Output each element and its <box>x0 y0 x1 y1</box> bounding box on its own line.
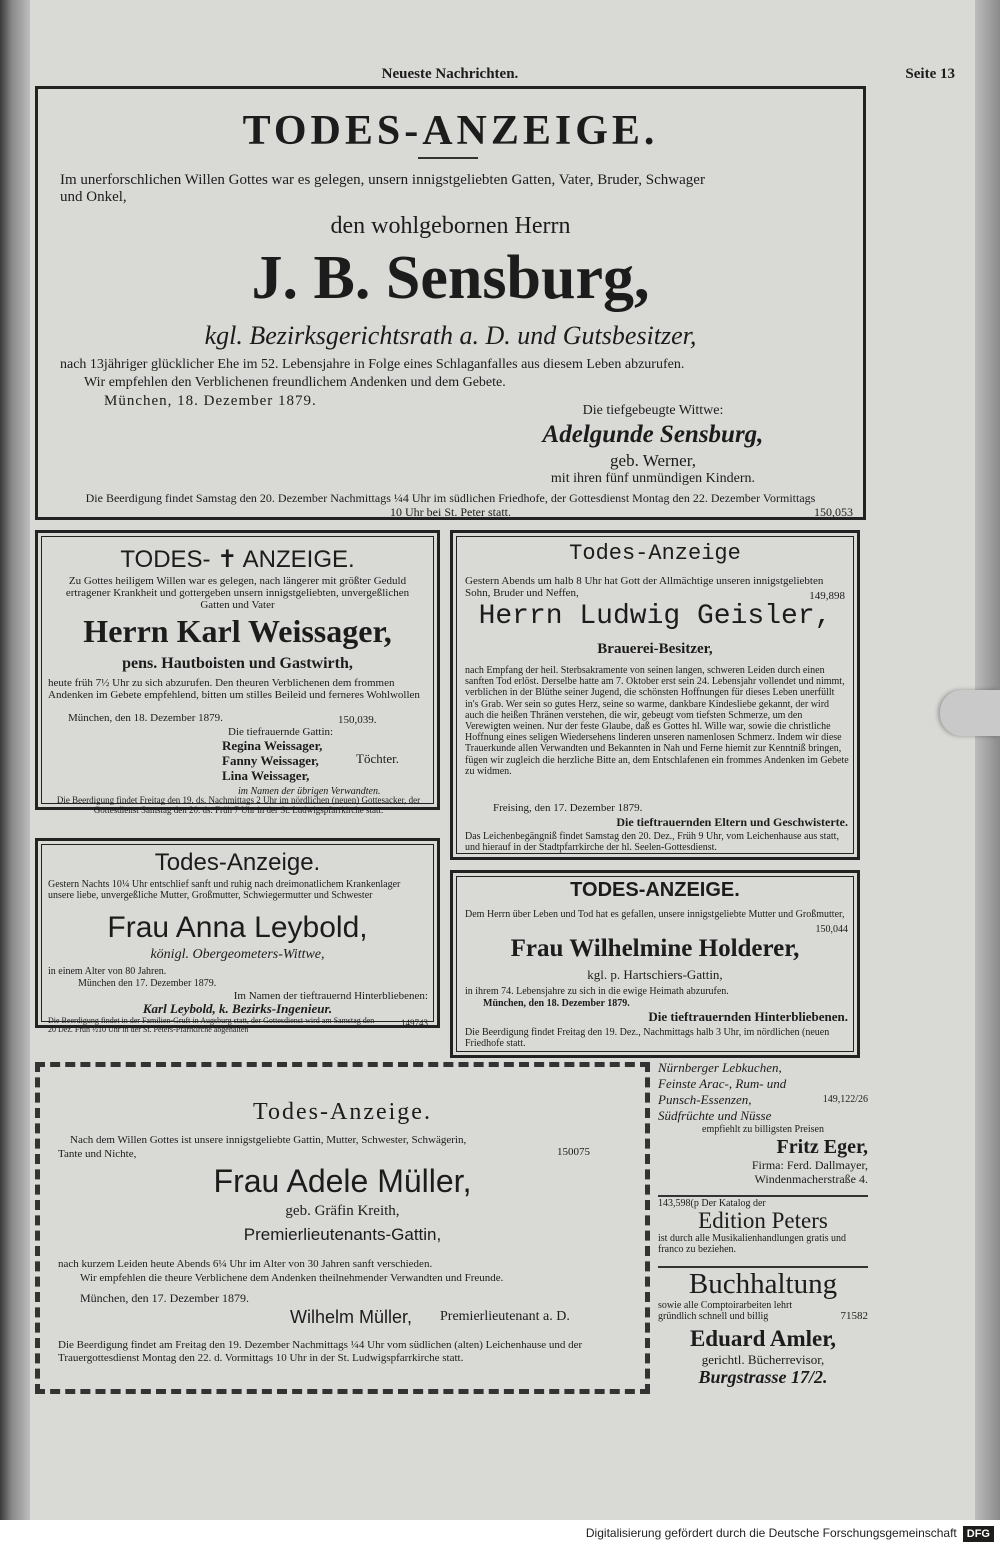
funeral-info: Das Leichenbegängniß findet Samstag den 20. Dez., Früh 9 Uhr, vom Leichenhause aus statt, und hierauf in der Stadtpfarrkirche der hl. Seelen-Gottesdienst. <box>465 831 839 853</box>
ad-title: Edition Peters <box>698 1208 828 1233</box>
ad-buchhaltung <box>658 1268 868 1398</box>
daughters-label: Töchter. <box>356 751 399 766</box>
title-ornament <box>418 157 478 159</box>
deceased-name: Herrn Ludwig Geisler, <box>478 601 832 632</box>
notice-intro-cont: Tante und Nichte, <box>58 1148 137 1160</box>
notice-intro-cont: und Onkel, <box>60 189 127 205</box>
age-info: in einem Alter von 80 Jahren. <box>48 966 167 977</box>
notice-title: Todes-Anzeige. <box>154 849 321 876</box>
notice-intro: Gestern Abends um halb 8 Uhr hat Gott der Allmächtige unseren innigstgeliebten Sohn, Bruder und Neffen, <box>465 575 824 599</box>
ad-eger-line: Südfrüchte und Nüsse <box>658 1108 772 1123</box>
deceased-role: königl. Obergeometers-Wittwe, <box>150 947 325 962</box>
ad-eger-line: Punsch-Essenzen, <box>658 1092 752 1107</box>
ad-number: 150,053 <box>814 505 853 519</box>
funeral-info-2: 10 Uhr bei St. Peter statt. <box>390 505 511 519</box>
children: mit ihren fünf unmündigen Kindern. <box>550 471 756 486</box>
daughters-list <box>222 738 342 783</box>
notice-body: nach Empfang der heil. Sterbsakramente von seinen langen, schweren Leiden durch einen sanften Tod erlöst. Derselbe hatte am 7. Oktober erst sein 24. Lebensjahr vollendet und nimmt, verblichen in der Blüthe seiner Jugend, die schönsten Hoffnungen für dieses Leben unerfüllt in's Grab. Wer sein so gutes Herz, seine so warme, dankbare Kindesliebe gekannt, der wird auch die heißen Thränen verstehen, die wir, gebeugt vom tiefsten Schmerze, um den Verewigten weinen. Nur der feste Glaube, daß es Gottes hl. Wille war, sowie die christliche Hoffnung eines seligen Wiedersehens linderen unseren namenlosen Schmerz. Indem wir diese Trauerkunde allen Verwandten und Bekannten in Nah und Ferne hiemit zur Kenntniß bringen, fügen wir zugleich die herzliche Bitte an, dem Entschlafenen ein frommes Andenken im Gebete zu widmen. <box>465 665 849 777</box>
family-label: Die tieftrauernden Eltern und Geschwisterte. <box>616 815 848 829</box>
death-notice-leybold <box>35 838 440 1034</box>
notice-date: München den 17. Dezember 1879. <box>78 978 217 989</box>
funeral-info: Die Beerdigung findet Freitag den 19. ds. Nachmittags 2 Uhr im nördlichen (neuen) Gottesacker, der Gottesdienst Samstag den 20. ds. Früh 7 Uhr in der St. Ludwigspfarrkirche statt. <box>56 795 421 815</box>
honorific: den wohlgebornen Herrn <box>330 213 571 239</box>
ad-number: 150,039. <box>338 714 377 726</box>
ad-lead: Der Katalog der <box>701 1198 766 1209</box>
notice-title: TODES-ANZEIGE. <box>242 108 659 154</box>
ad-number: 150,044 <box>815 924 848 935</box>
ad-eger-name: Fritz Eger, <box>776 1136 868 1158</box>
ad-text: sowie alle Comptoirarbeiten lehrt gründlich schnell und billig <box>658 1300 793 1322</box>
ad-role: gerichtl. Bücherrevisor, <box>701 1352 825 1367</box>
notice-title: TODES- ✝ ANZEIGE. <box>120 546 355 573</box>
ad-street: Burgstrasse 17/2. <box>698 1367 828 1387</box>
ad-number: 149743 <box>401 1018 428 1028</box>
notice-title: Todes-Anzeige. <box>253 1099 432 1125</box>
funding-note: Digitalisierung gefördert durch die Deutsche Forschungsgemeinschaft <box>585 1526 957 1540</box>
notice-date: Freising, den 17. Dezember 1879. <box>493 802 643 814</box>
deceased-role: kgl. Bezirksgerichtsrath a. D. und Gutsbesitzer, <box>204 321 697 350</box>
deceased-role: pens. Hautboisten und Gastwirth, <box>122 655 353 672</box>
notice-body: nach 13jähriger glücklicher Ehe im 52. Lebensjahre in Folge eines Schlaganfalles aus diesem Leben abzurufen. <box>60 357 685 372</box>
deceased-role: Premierlieutenants-Gattin, <box>243 1225 442 1244</box>
ad-text: ist durch alle Musikalienhandlungen gratis und franco zu beziehen. <box>658 1233 847 1255</box>
newspaper-title: Neueste Nachrichten. <box>381 66 519 82</box>
deceased-name: Frau Adele Müller, <box>213 1163 472 1199</box>
death-notice-mueller <box>35 1062 650 1394</box>
daughter-name: Lina Weissager, <box>222 768 310 783</box>
deceased-name: J. B. Sensburg, <box>251 244 650 312</box>
notice-intro: Gestern Nachts 10¼ Uhr entschlief sanft und ruhig nach dreimonatlichem Krankenlager unsere liebe, unvergeßliche Mutter, Großmutter, Schwiegermutter und Schwester <box>48 879 401 901</box>
page-edge <box>975 0 1000 1520</box>
page-number: Seite 13 <box>905 66 955 82</box>
daughter-name: Regina Weissager, <box>222 738 323 753</box>
widow-label: Die tiefgebeugte Wittwe: <box>582 403 724 418</box>
ad-eger-street: Windenmacherstraße 4. <box>754 1172 868 1186</box>
notice-date: München, den 17. Dezember 1879. <box>80 1291 249 1305</box>
deceased-name: Herrn Karl Weissager, <box>83 613 392 649</box>
widow-name: Adelgunde Sensburg, <box>542 421 764 448</box>
deceased-role: Brauerei-Besitzer, <box>597 641 713 657</box>
page-turn-tab[interactable] <box>940 690 1000 736</box>
footer-bar <box>0 1520 1000 1546</box>
deceased-role: kgl. p. Hartschiers-Gattin, <box>587 967 723 982</box>
ad-number: 150075 <box>557 1146 590 1158</box>
widow-label: Die tiefrauernde Gattin: <box>228 726 334 738</box>
death-notice-geisler <box>450 530 860 860</box>
page-header <box>30 66 975 86</box>
death-notice-holderer <box>450 870 860 1058</box>
notice-title: TODES-ANZEIGE. <box>570 879 740 901</box>
death-notice-weissager <box>35 530 440 815</box>
ad-number: 149,898 <box>809 590 845 602</box>
daughter-name: Fanny Weissager, <box>222 753 319 768</box>
ad-number: 149,122/26 <box>822 1094 868 1105</box>
ad-eger-line: empfiehlt zu billigsten Preisen <box>702 1124 824 1135</box>
funeral-info: Die Beerdigung findet am Freitag den 19. Dezember Nachmittags ¼4 Uhr vom südlichen (alten) Leichenhause und der Trauergottesdienst Montag den 22. d. Vormittags 10 Uhr in der St. Ludwigspfarrkirche statt. <box>58 1339 583 1364</box>
ad-number: 143,598(p <box>658 1198 699 1209</box>
funeral-info: Die Beerdigung findet Samstag den 20. Dezember Nachmittags ¼4 Uhr im südlichen Friedhofe, der Gottesdienst Montag den 22. Dezember Vormittags <box>85 491 816 505</box>
deceased-name: Frau Wilhelmine Holderer, <box>510 935 800 962</box>
notice-intro: Nach dem Willen Gottes ist unsere innigstgeliebte Gattin, Mutter, Schwester, Schwägerin, <box>70 1134 467 1146</box>
deceased-born: geb. Gräfin Kreith, <box>285 1203 400 1219</box>
notice-date: München, den 18. Dezember 1879. <box>68 712 223 724</box>
family-label: Die tieftrauernden Hinterbliebenen. <box>648 1009 848 1024</box>
notice-body: in ihrem 74. Lebensjahre zu sich in die ewige Heimath abzurufen. <box>465 986 729 997</box>
notice-body-2: Wir empfehlen die theure Verblichene dem Andenken theilnehmender Verwandten und Freunde. <box>80 1272 504 1284</box>
notice-body: nach kurzem Leiden heute Abends 6¼ Uhr im Alter von 30 Jahren sanft verschieden. <box>58 1258 433 1270</box>
ad-eger-firm: Firma: Ferd. Dallmayer, <box>751 1158 868 1172</box>
ad-name: Eduard Amler, <box>689 1326 837 1351</box>
ad-eger <box>658 1060 868 1197</box>
ad-edition-peters <box>658 1198 868 1268</box>
ad-title: Buchhaltung <box>688 1268 838 1300</box>
notice-body: heute früh 7½ Uhr zu sich abzurufen. Den theuren Verblichenen dem frommen Andenken im Gebete empfehlend, bitten um stilles Beileid und ferneres Wohlwollen <box>48 677 420 701</box>
notice-title: Todes-Anzeige <box>569 541 741 566</box>
relatives-label: im Namen der übrigen Verwandten. <box>238 786 381 797</box>
signer-role: Premierlieutenant a. D. <box>440 1309 570 1324</box>
notice-intro: Dem Herrn über Leben und Tod hat es gefallen, unsere innigstgeliebte Mutter und Großmutter, <box>465 909 845 920</box>
adjacent-page-edge <box>0 0 30 1520</box>
funeral-info: Die Beerdigung findet in der Familien-Gruft in Augsburg statt, der Gottesdienst wird am Samstag den 20 Dez. Früh ½10 Uhr in der St. Peters-Pfarrkirche abgehalten <box>48 1016 375 1034</box>
newspaper-page <box>30 0 975 1520</box>
widow-born: geb. Werner, <box>610 451 696 470</box>
ad-eger-line: Feinste Arac-, Rum- und <box>658 1076 787 1091</box>
notice-intro: Im unerforschlichen Willen Gottes war es gelegen, unsern innigstgeliebten Gatten, Vater, Bruder, Schwager <box>60 172 705 188</box>
survivors-label: Im Namen der tieftrauernd Hinterbliebenen: <box>233 990 428 1002</box>
death-notice-sensburg <box>35 86 866 520</box>
notice-body-2: Wir empfehlen den Verblichenen freundlichem Andenken und dem Gebete. <box>84 375 506 390</box>
survivor-name: Karl Leybold, k. Bezirks-Ingenieur. <box>142 1001 333 1016</box>
dfg-logo: DFG <box>963 1526 994 1542</box>
notice-date: München, den 18. Dezember 1879. <box>483 998 630 1009</box>
ad-number: 71582 <box>840 1310 868 1322</box>
funeral-info: Die Beerdigung findet Freitag den 19. Dez., Nachmittags halb 3 Uhr, im nördlichen (neuen Friedhofe statt. <box>465 1027 830 1049</box>
deceased-name: Frau Anna Leybold, <box>107 911 368 944</box>
notice-date: München, 18. Dezember 1879. <box>104 393 317 409</box>
signer-name: Wilhelm Müller, <box>290 1307 413 1327</box>
notice-intro: Zu Gottes heiligem Willen war es gelegen, nach längerer mit größter Geduld ertragener Krankheit und gottergeben unsern innigstgeliebten, unvergeßlichen Gatten und Vater <box>65 575 410 611</box>
ad-eger-line: Nürnberger Lebkuchen, <box>658 1060 782 1075</box>
